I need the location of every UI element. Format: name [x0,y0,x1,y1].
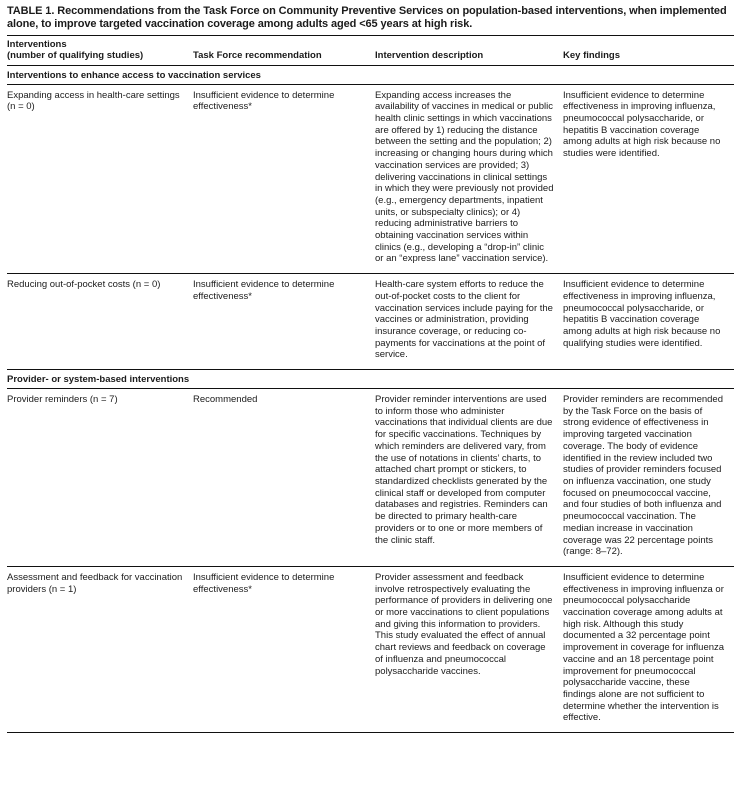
cell-key-findings: Insufficient evidence to determine effectiveness in improving influenza or pneumococcal polysaccharide vaccination coverage among adults at high risk. Although this study documented a 32 percentage point improvement in coverage for influenza vaccine and an 18 percentage point improvement for pneumococcal polysaccharide vaccine, these findings alone are not sufficient to determine whether the intervention is effective. [563,571,725,724]
cell-key-findings: Insufficient evidence to determine effectiveness in improving influenza, pneumococcal polysaccharide, or hepatitis B vaccination coverage among adults at high risk because no qualifying studies were identified. [563,279,721,349]
column-header-row [7,36,734,66]
cell-intervention: Provider reminders (n = 7) [7,394,118,406]
col-header-recommendation: Task Force recommendation [193,49,322,61]
col-header-key-findings: Key findings [563,49,621,61]
table-row [7,567,734,733]
cell-key-findings: Insufficient evidence to determine effectiveness in improving influenza, pneumococcal polysaccharide, or hepatitis B vaccination coverage among adults at high risk because no studies were identified. [563,89,721,160]
col-header-interventions-line2: (number of qualifying studies) [7,49,144,61]
table-row [7,389,734,567]
cell-intervention: Expanding access in health-care settings (n = 0) [7,89,180,113]
cell-key-findings: Provider reminders are recommended by the Task Force on the basis of strong evidence of effectiveness in improving targeted vaccination coverage. The body of evidence identified in the review included two studies of provider reminders focused on influenza vaccination, one study focused on pneumococcal vaccine, and four studies of both influenza and pneumococcal vaccination. The median increase in vaccination coverage was 22 percentage points (range: 8–72). [563,394,723,558]
col-header-interventions [7,39,193,61]
cell-recommendation: Insufficient evidence to determine effectiveness* [193,89,335,113]
cell-description: Health-care system efforts to reduce the out-of-pocket costs to the client for vaccination services include paying for the vaccines or administration, providing insurance coverage, or reducing co-payments for vaccinations at the point of service. [375,279,553,361]
cell-description: Provider assessment and feedback involve retrospectively evaluating the performance of providers in delivering one or more vaccinations to client populations and giving this information to providers. This study evaluated the effect of annual chart reviews and feedback on coverage of influenza and pneumococcal polysaccharide vaccines. [375,571,553,677]
cell-intervention: Assessment and feedback for vaccination providers (n = 1) [7,571,183,595]
col-header-description: Intervention description [375,49,484,61]
cell-recommendation: Insufficient evidence to determine effectiveness* [193,571,335,595]
table-title: TABLE 1. Recommendations from the Task Force on Community Preventive Services on population-based interventions, when implemented alone, to improve targeted vaccination coverage among adults aged <65 years at high risk. [7,5,734,36]
cell-recommendation: Insufficient evidence to determine effectiveness* [193,279,335,302]
cell-description: Provider reminder interventions are used to inform those who administer vaccinations that individual clients are due for specific vaccinations. Techniques by which reminders are delivered vary, from the use of notations in clients’ charts, to attached chart prompt or stickers, to standardized checklists generated by the clinical staff or developed from computer databases and registries. Reminders can be directed to primary health-care providers or to one or more members of the clinic staff. [375,394,553,546]
table-row [7,85,734,275]
section-header-access: Interventions to enhance access to vaccination services [7,66,734,85]
section-header-provider: Provider- or system-based interventions [7,370,734,389]
cell-description: Expanding access increases the availability of vaccines in medical or public health clinic settings in which vaccinations are offered by 1) reducing the distance between the setting and the population; 2) increasing or changing hours during which vaccination services are provided; 3) delivering vaccinations in clinical settings in which they were previously not provided (e.g., emergency departments, inpatient units, or subspecialty clinics); or 4) reducing administrative barriers to obtaining vaccination services within clinics (e.g., developing a “drop-in” clinic or an “express lane” vaccination service). [375,89,554,265]
cell-recommendation: Recommended [193,394,258,406]
table-row [7,274,734,370]
cell-intervention: Reducing out-of-pocket costs (n = 0) [7,279,161,291]
col-header-interventions-line1: Interventions [7,38,67,50]
